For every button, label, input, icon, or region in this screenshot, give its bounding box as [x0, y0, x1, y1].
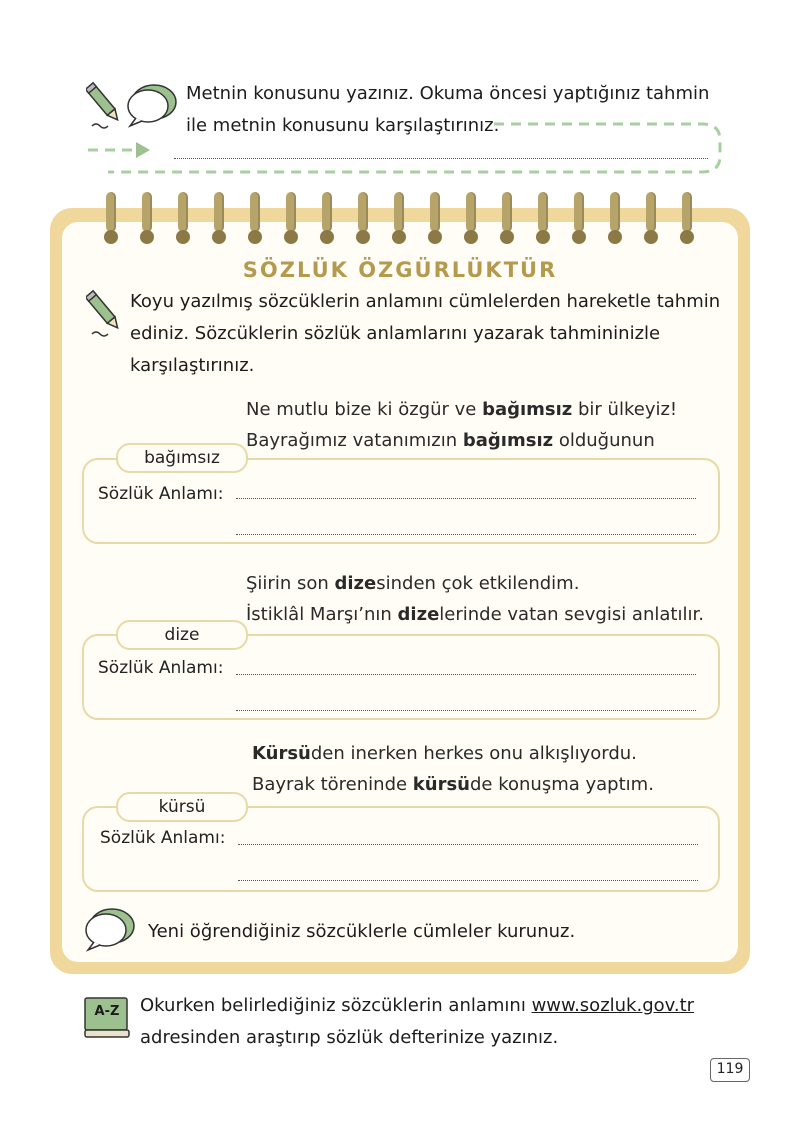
- footer-line2: adresinden araştırıp sözlük defterinize yazınız.: [140, 1027, 559, 1048]
- example-sentence: Şiirin son dizesinden çok etkilendim.: [246, 573, 580, 594]
- footer-line1: Okurken belirlediğiniz sözcüklerin anlamını www.sozluk.gov.tr: [140, 995, 695, 1016]
- top-instruction-line1: Metnin konusunu yazınız. Okuma öncesi yaptığınız tahmin: [186, 83, 710, 104]
- pencil-icon: [86, 288, 126, 340]
- definition-input-line[interactable]: [238, 880, 698, 881]
- definition-input-line[interactable]: [236, 710, 696, 711]
- example-sentence: İstiklâl Marşı’nın dizelerinde vatan sevgisi anlatılır.: [246, 604, 704, 625]
- definition-label: Sözlük Anlamı:: [98, 658, 224, 678]
- definition-label: Sözlük Anlamı:: [100, 828, 226, 848]
- definition-input-line[interactable]: [236, 534, 696, 535]
- section-instruction-line2: ediniz. Sözcüklerin sözlük anlamlarını yazarak tahmininizle: [130, 323, 661, 344]
- section-instruction-line1: Koyu yazılmış sözcüklerin anlamını cümlelerden hareketle tahmin: [130, 291, 721, 312]
- page-number: 119: [716, 1061, 744, 1077]
- top-instruction-line2: ile metnin konusunu karşılaştırınız.: [186, 115, 500, 136]
- definition-input-line[interactable]: [236, 498, 696, 499]
- dictionary-book-label: A-Z: [94, 1004, 120, 1019]
- example-sentence: Kürsüden inerken herkes onu alkışlıyordu.: [252, 743, 637, 764]
- bottom-instruction: Yeni öğrendiğiniz sözcüklerle cümleler kurunuz.: [148, 921, 576, 942]
- word-tab-dize: dize: [116, 620, 248, 650]
- sozluk-link[interactable]: www.sozluk.gov.tr: [531, 995, 695, 1016]
- section-instruction-line3: karşılaştırınız.: [130, 355, 255, 376]
- notebook-rings: [0, 0, 800, 260]
- section-title: SÖZLÜK ÖZGÜRLÜKTÜR: [242, 258, 558, 282]
- definition-label: Sözlük Anlamı:: [98, 484, 224, 504]
- page-number-badge: [710, 1058, 750, 1082]
- word-tab-bagimsiz: bağımsız: [116, 443, 248, 473]
- example-sentence: Ne mutlu bize ki özgür ve bağımsız bir ülkeyiz!: [246, 399, 678, 420]
- example-sentence: Bayrağımız vatanımızın bağımsız olduğunun: [246, 430, 655, 451]
- word-tab-kursu: kürsü: [116, 792, 248, 822]
- example-sentence: Bayrak töreninde kürsüde konuşma yaptım.: [252, 774, 654, 795]
- speech-bubble-icon: [84, 906, 136, 952]
- definition-input-line[interactable]: [238, 844, 698, 845]
- definition-input-line[interactable]: [236, 674, 696, 675]
